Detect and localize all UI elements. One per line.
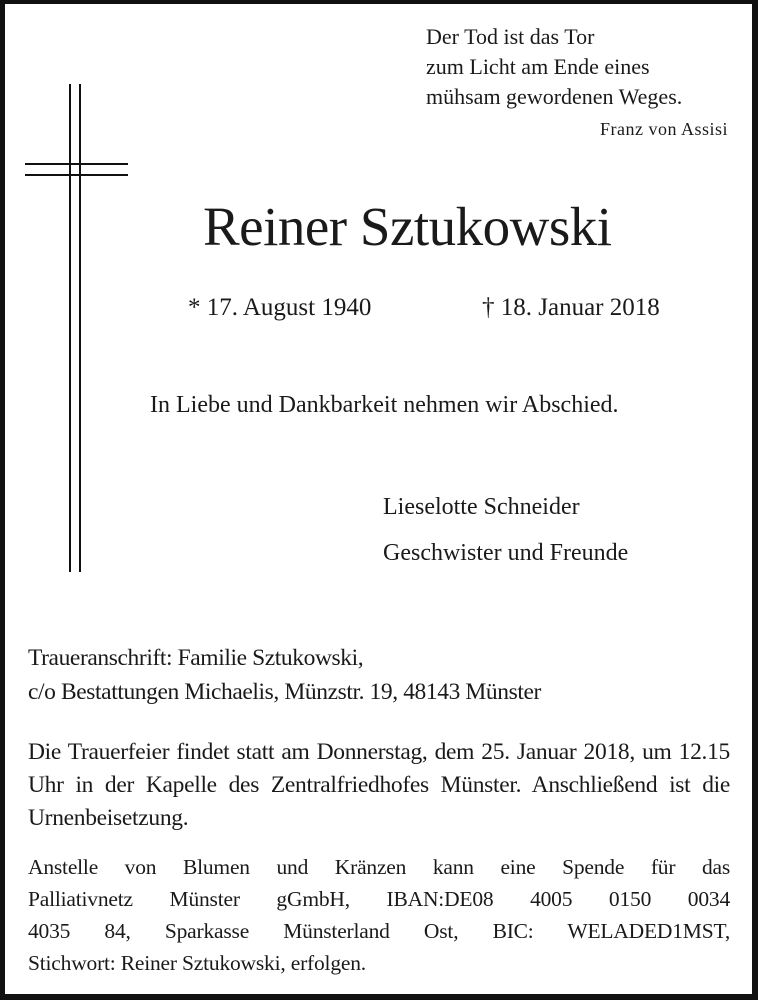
farewell-text: In Liebe und Dankbarkeit nehmen wir Abschied.	[150, 392, 619, 418]
donation-line: Stichwort: Reiner Sztukowski, erfolgen.	[28, 951, 366, 975]
quote-author: Franz von Assisi	[599, 119, 728, 139]
death-date: † 18. Januar 2018	[482, 294, 660, 321]
donation-info	[28, 851, 730, 979]
birth-date: * 17. August 1940	[188, 294, 372, 321]
donation-line: Anstelle von Blumen und Kränzen kann eine Spende für das	[28, 855, 730, 879]
quote-line: Der Tod ist das Tor	[426, 24, 595, 49]
quote	[426, 22, 682, 112]
quote-line: mühsam gewordenen Weges.	[426, 84, 683, 109]
ceremony-info: Die Trauerfeier findet statt am Donnerstag, dem 25. Januar 2018, um 12.15 Uhr in der Kapelle des Zentralfriedhofes Münster. Anschließend ist die Urnenbeisetzung.	[28, 739, 730, 831]
deceased-name: Reiner Sztukowski	[203, 196, 612, 257]
donation-line: Palliativnetz Münster gGmbH, IBAN:DE08 4005 0150 0034	[28, 887, 730, 911]
quote-line: zum Licht am Ende eines	[426, 54, 650, 79]
donation-line: 4035 84, Sparkasse Münsterland Ost, BIC: WELADED1MST,	[28, 919, 730, 943]
mourner: Lieselotte Schneider	[383, 494, 580, 520]
mourning-address-line: Traueranschrift: Familie Sztukowski,	[28, 645, 364, 671]
mourner: Geschwister und Freunde	[383, 540, 629, 566]
mourning-address-line: c/o Bestattungen Michaelis, Münzstr. 19, 48143 Münster	[28, 679, 541, 705]
